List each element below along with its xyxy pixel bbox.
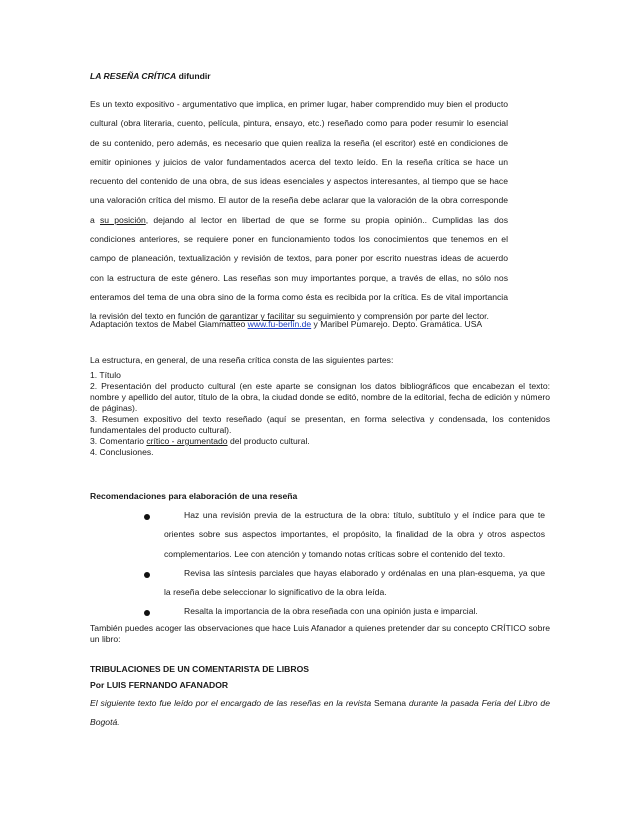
structure-item-1: 1. Título <box>90 370 121 380</box>
title-main: LA RESEÑA CRÍTICA <box>90 71 177 81</box>
bullet-icon <box>144 610 150 616</box>
intro-link-su-posicion[interactable]: su posición <box>99 214 146 225</box>
structure-section <box>90 355 550 458</box>
intro-link-garantizar[interactable]: garantizar y facilitar <box>219 311 295 322</box>
article-header <box>90 664 508 691</box>
structure-item-4-link[interactable]: crítico - argumentado <box>146 436 228 446</box>
article-note <box>90 694 550 733</box>
recommendations-heading: Recomendaciones para elaboración de una reseña <box>90 491 298 501</box>
recommendation-text-2: Revisa las síntesis parciales que hayas elaborado y ordénalas en una plan-esquema, ya que la reseña debe seleccionar lo significativo de la obra leída. <box>164 568 545 598</box>
structure-item-2: 2. Presentación del producto cultural (en este aparte se consignan los datos bibliográficos que encabezan el texto: nombre y apellido del autor, título de la obra, la ciudad donde se editó, nombre de la editorial, fecha de edición y número de páginas). <box>90 381 550 413</box>
intro-text-1: Es un texto expositivo - argumentativo que implica, en primer lugar, haber comprendido muy bien el producto cultural (obra literaria, cuento, película, pintura, ensayo, etc.) reseñado como para poder resumir lo esencial de su contenido, pero además, es necesario que quien realiza la reseña (el escritor) esté en condiciones de emitir opiniones y juicios de valor fundamentados acerca del texto leído. En la reseña crítica se hace un recuento del contenido de una obra, de sus ideas esenciales y aspectos interesantes, al tiempo que se hace una valoración crítica del mismo. El autor de la reseña debe aclarar que la valoración de la obra corresponde a <box>90 99 508 225</box>
intro-text-2: , dejando al lector en libertad de que se forme su propia opinión.. Cumplidas las dos condiciones anteriores, se requiere poner en funcionamiento todos los conocimientos que tenemos en el campo de planeación, textualización y revisión de textos, para poner por escrito nuestras ideas de acuerdo con la estructura de este género. Las reseñas son muy importantes porque, a través de ellas, no sólo nos enteramos del tema de una obra sino de la forma como ésta es recibida por la crítica. Es de vital importancia la revisión del texto en función de <box>90 214 509 322</box>
document-title <box>90 71 508 82</box>
source-line <box>90 319 508 330</box>
article-note-c: durante la pasada <box>406 698 482 708</box>
structure-item-4-after: del producto cultural. <box>227 436 310 446</box>
structure-item-3: 3. Resumen expositivo del texto reseñado (aquí se presentan, en forma selectiva y condensada, los contenidos fundamentales del producto cultural). <box>90 414 550 435</box>
article-title: TRIBULACIONES DE UN COMENTARISTA DE LIBROS <box>90 664 309 674</box>
bullet-icon <box>144 514 150 520</box>
recommendation-item-3 <box>164 602 545 621</box>
recommendations-heading-block <box>90 491 508 502</box>
recommendation-item-2 <box>164 564 545 603</box>
structure-intro: La estructura, en general, de una reseña crítica consta de las siguientes partes: <box>90 355 394 365</box>
recommendation-text-1: Haz una revisión previa de la estructura de la obra: título, subtítulo y el índice para que te orientes sobre sus aspectos importantes, el propósito, la finalidad de la obra y otros aspectos complementarios. Lee con atención y tomando notas críticas sobre el contenido del texto. <box>164 510 545 559</box>
intro-paragraph <box>90 95 508 327</box>
recommendation-item-1 <box>164 506 545 564</box>
article-note-d: Feria del Libro de Bogotá. <box>90 698 550 728</box>
structure-item-4-before: 3. Comentario <box>90 436 147 446</box>
source-before: Adaptación textos de Mabel Giammatteo <box>90 319 248 329</box>
title-sub: difundir <box>176 71 211 81</box>
article-note-a: El siguiente texto fue leído por el encargado de las reseñas en la revista <box>90 698 375 708</box>
structure-item-5: 4. Conclusiones. <box>90 447 154 457</box>
intro-text-3: su seguimiento y comprensión por parte del lector. <box>294 311 489 322</box>
bullet-icon <box>144 572 150 578</box>
article-author: Por LUIS FERNANDO AFANADOR <box>90 680 229 690</box>
source-link[interactable]: www.fu-berlin.de <box>247 319 312 329</box>
recommendation-text-3: Resalta la importancia de la obra reseñada con una opinión justa e imparcial. <box>184 606 478 616</box>
source-after: y Maribel Pumarejo. Depto. Gramática. USA <box>311 319 483 329</box>
article-note-b: Semana <box>374 698 407 708</box>
closing-paragraph <box>90 623 550 645</box>
closing-text: También puedes acoger las observaciones que hace Luis Afanador a quienes pretender dar su concepto CRÍTICO sobre un libro: <box>90 623 550 644</box>
